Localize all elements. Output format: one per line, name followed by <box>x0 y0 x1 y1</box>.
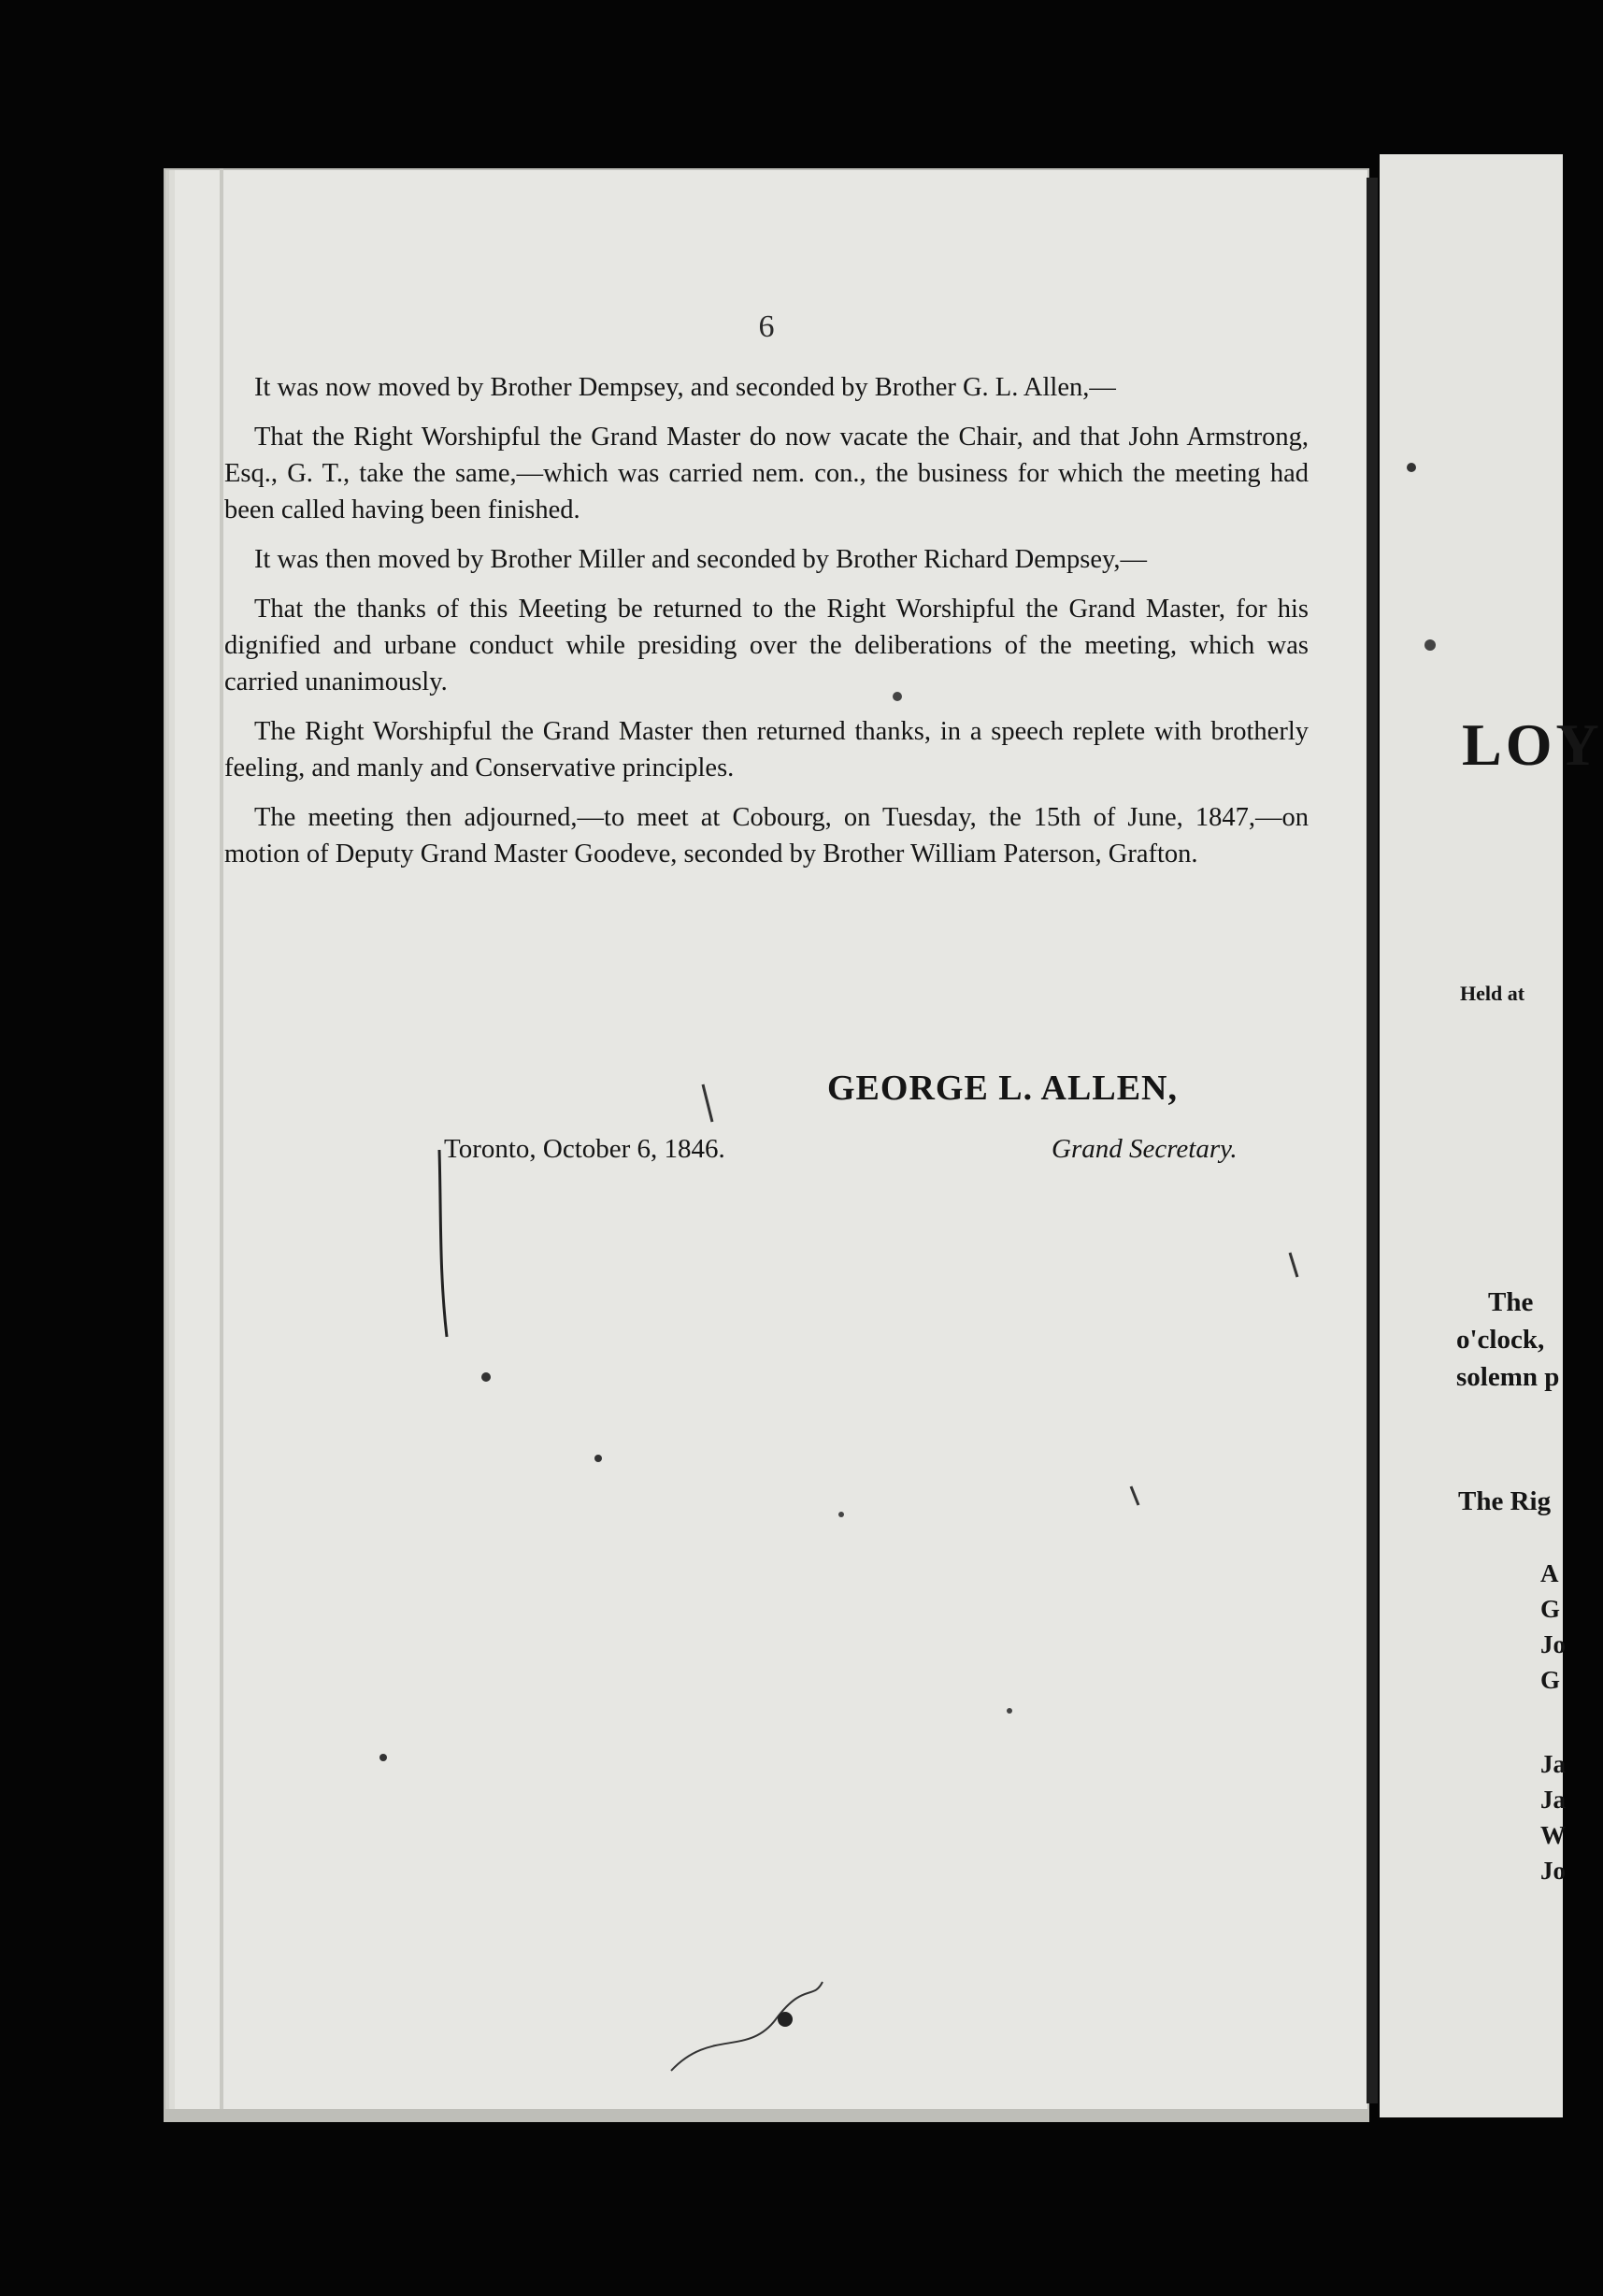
right-page-initial: Jo <box>1540 1630 1566 1658</box>
paragraph: The meeting then adjourned,—to meet at Cobourg, on Tuesday, the 15th of June, 1847,—on motion of Deputy Grand Master Goodeve, seconded by Brother William Paterson, Grafton. <box>224 803 1309 868</box>
right-page-line: The Rig <box>1458 1486 1552 1516</box>
right-page-initial: W <box>1540 1821 1566 1849</box>
paragraph: That the Right Worshipful the Grand Master do now vacate the Chair, and that John Armstrong, Esq., G. T., take the same,—which was carried nem. con., the business for which the meeting had been called having been finished. <box>224 423 1309 524</box>
page-number: 6 <box>758 309 775 344</box>
right-page-heading: LOY <box>1462 711 1603 778</box>
signature-name: GEORGE L. ALLEN, <box>827 1069 1178 1108</box>
right-page-held-line: Held at <box>1460 982 1525 1005</box>
right-page-initial: Ja <box>1540 1786 1566 1814</box>
paragraph: That the thanks of this Meeting be returned to the Right Worshipful the Grand Master, for his dignified and urbane conduct while presiding over the deliberations of the meeting, which was carried unanimously. <box>224 595 1309 696</box>
right-page-initial: Ja <box>1540 1750 1566 1778</box>
right-page-initial: G <box>1540 1595 1561 1623</box>
right-page-line: The <box>1488 1287 1534 1317</box>
right-page-initial: A <box>1540 1559 1559 1587</box>
right-page-line: o'clock, <box>1456 1325 1545 1355</box>
signature-title: Grand Secretary. <box>1052 1134 1238 1164</box>
paragraph: It was now moved by Brother Dempsey, and seconded by Brother G. L. Allen,— <box>254 373 1116 402</box>
signature-place-date: Toronto, October 6, 1846. <box>444 1134 725 1164</box>
right-page-line: solemn p <box>1456 1362 1560 1392</box>
paragraph: The Right Worshipful the Grand Master then returned thanks, in a speech replete with brotherly feeling, and manly and Conservative principles. <box>224 717 1309 782</box>
right-page-initial: Jo <box>1540 1857 1566 1885</box>
paragraph: It was then moved by Brother Miller and seconded by Brother Richard Dempsey,— <box>254 545 1148 574</box>
right-page-initial: G <box>1540 1666 1561 1694</box>
